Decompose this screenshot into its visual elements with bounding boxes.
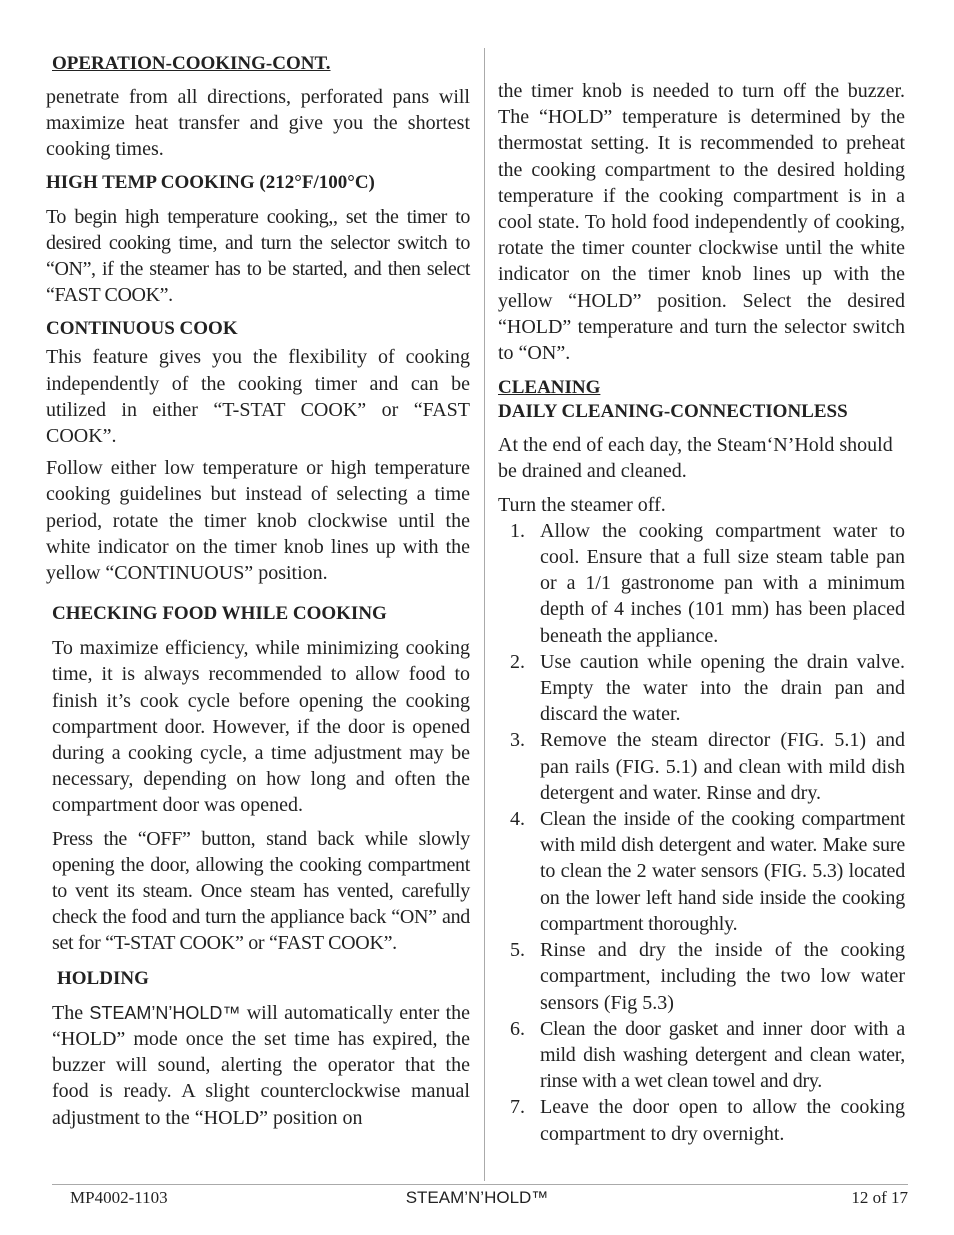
footer-page-number: 12 of 17 — [851, 1188, 908, 1207]
step-number: 7. — [510, 1096, 525, 1119]
step-number: 6. — [510, 1017, 525, 1040]
holding-continued-paragraph: the timer knob is needed to turn off the buzzer. The “HOLD” temperature is determined by the thermostat setting. It is recommended to preheat the cooking compartment to the desired holding temperature if the cooking compartment is in a cool state. To hold food independently of cooking, rotate the timer counter clockwise until the white indicator on the timer knob lines up with the yellow “HOLD” position. Select the desired “HOLD” temperature and turn the selector switch to “ON”. — [498, 80, 905, 365]
checking-food-paragraph-1: To maximize efficiency, while minimizing cooking time, it is always recommended to allow food to finish it’s cook cycle before opening the cooking compartment door. However, if the door is opened during a cooking cycle, a time adjustment may be necessary, depending on how long and often the compartment door was opened. — [52, 637, 470, 817]
footer-rule — [52, 1184, 908, 1185]
list-item — [498, 1016, 905, 1095]
checking-food-heading: CHECKING FOOD WHILE COOKING — [52, 603, 387, 625]
step-text: Leave the door open to allow the cooking compartment to dry overnight. — [540, 1096, 905, 1145]
daily-cleaning-heading: DAILY CLEANING-CONNECTIONLESS — [498, 401, 848, 423]
step-text: Remove the steam director (FIG. 5.1) and pan rails (FIG. 5.1) and clean with mild dish detergent and water. Rinse and dry. — [540, 729, 905, 804]
continuous-cook-paragraph-2: Follow either low temperature or high temperature cooking guidelines but instead of selecting a time period, rotate the timer knob clockwise until the white indicator on the timer knob lines up with the yellow “CONTINUOUS” position. — [46, 457, 470, 585]
step-number: 4. — [510, 808, 525, 831]
section-heading-operation: OPERATION-COOKING-CONT. — [52, 53, 331, 74]
checking-food-paragraph-2: Press the “OFF” button, stand back while slowly opening the door, allowing the cooking compartment to vent its steam. Once steam has vented, carefully check the food and turn the appliance back “ON” and set for “T-STAT COOK” or “FAST COOK”. — [52, 827, 470, 955]
step-text: Rinse and dry the inside of the cooking compartment, including the two low water sensors (Fig 5.3) — [540, 939, 905, 1014]
list-item — [498, 518, 905, 649]
footer-doc-number: MP4002-1103 — [70, 1188, 168, 1207]
list-item — [498, 937, 905, 1016]
high-temp-paragraph: To begin high temperature cooking,, set the timer to desired cooking time, and turn the selector switch to “ON”, if the steamer has to be started, and then select “FAST COOK”. — [46, 205, 470, 307]
list-item — [498, 649, 905, 728]
right-column — [498, 78, 905, 1147]
list-item — [498, 806, 905, 937]
step-number: 3. — [510, 729, 525, 752]
daily-cleaning-paragraph-2: Turn the steamer off. — [498, 493, 666, 516]
daily-cleaning-paragraph-1: At the end of each day, the Steam‘N’Hold should be drained and cleaned. — [498, 434, 893, 483]
continuous-cook-heading: CONTINUOUS COOK — [46, 318, 238, 340]
cleaning-steps-list — [498, 518, 905, 1147]
step-text: Allow the cooking compartment water to cool. Ensure that a full size steam table pan or a 1/1 gastronome pan with a minimum depth of 4 inches (101 mm) has been placed beneath the appliance. — [540, 519, 905, 647]
cleaning-heading: CLEANING — [498, 377, 601, 399]
list-item — [498, 727, 905, 806]
step-text: Clean the door gasket and inner door with a mild dish washing detergent and clean water, rinse with a wet clean towel and dry. — [540, 1017, 905, 1093]
holding-paragraph-lead: The — [52, 1001, 90, 1024]
holding-paragraph-body: will automatically enter the “HOLD” mode once the set time has expired, the buzzer will sound, alerting the operator that the food is ready. A slight counterclockwise manual adjustment to the “HOLD” position on — [52, 1001, 470, 1129]
holding-paragraph — [52, 1000, 470, 1131]
step-number: 5. — [510, 939, 525, 962]
holding-heading: HOLDING — [57, 967, 149, 989]
footer-product-name: STEAM’N’HOLD™ — [405, 1188, 549, 1207]
step-number: 2. — [510, 650, 525, 673]
list-item — [498, 1094, 905, 1146]
column-divider — [484, 48, 485, 1181]
high-temp-heading: HIGH TEMP COOKING (212°F/100°C) — [46, 171, 375, 193]
left-column — [46, 52, 470, 1131]
intro-paragraph: penetrate from all directions, perforated pans will maximize heat transfer and give you the shortest cooking times. — [46, 86, 470, 161]
step-text: Clean the inside of the cooking compartment with mild dish detergent and water. Make sure to clean the 2 water sensors (FIG. 5.3) located on the lower left hand side inside the cooking compartment thoroughly. — [540, 808, 905, 935]
continuous-cook-paragraph-1: This feature gives you the flexibility of cooking independently of the cooking timer and can be utilized in either “T-STAT COOK” or “FAST COOK”. — [46, 346, 470, 448]
step-text: Use caution while opening the drain valve. Empty the water into the drain pan and discard the water. — [540, 650, 905, 726]
holding-brand-name: STEAM’N’HOLD™ — [89, 1002, 241, 1023]
step-number: 1. — [510, 519, 525, 542]
